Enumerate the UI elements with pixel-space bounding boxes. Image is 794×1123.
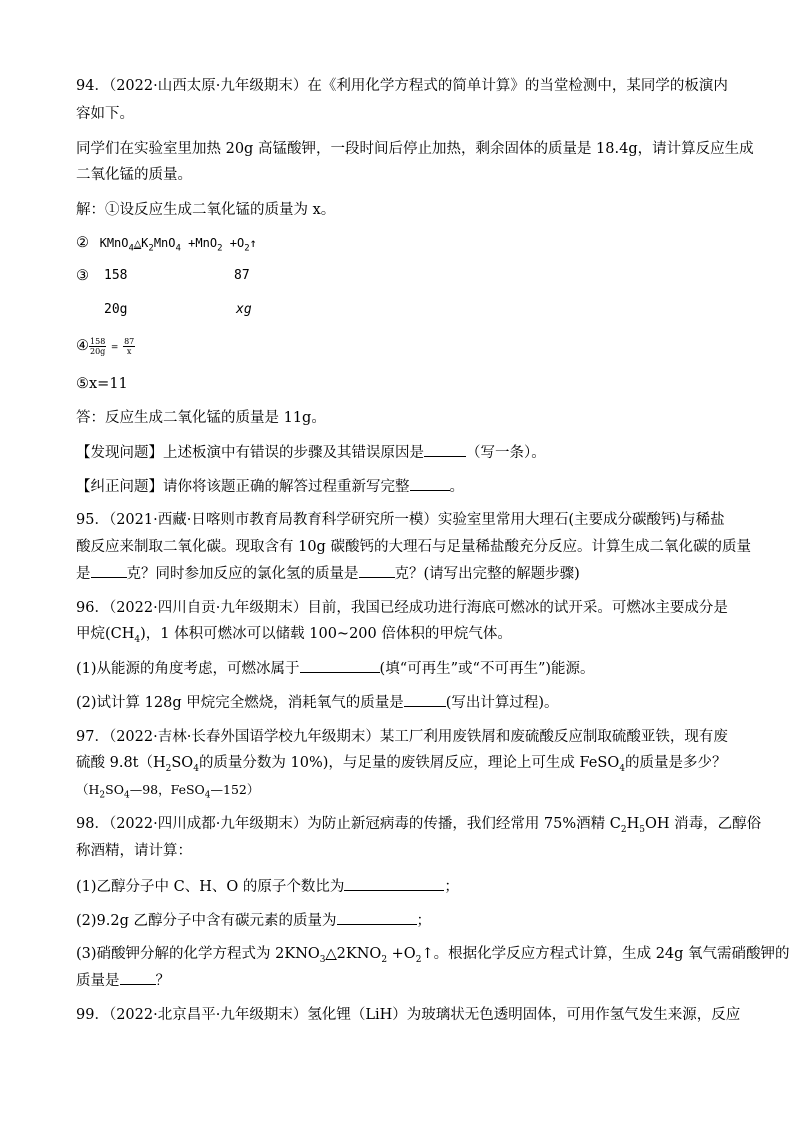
answer-blank[interactable]: [359, 563, 395, 578]
q95-stem-line2: 酸反应来制取二氧化碳。现取含有 10g 碳酸钙的大理石与足量稀盐酸充分反应。计算生成二氧化碳的质量: [76, 539, 751, 555]
q94-step3-number: ③: [76, 268, 89, 284]
q94-step5: ⑤x=11: [76, 376, 128, 392]
q94-equation: ② $KMnO_4\triangle K_2MnO_4 +MnO_2$ $+O_2↑$: [76, 235, 257, 254]
q98-stem-line2: 称酒精，请计算：: [76, 843, 192, 859]
q96-stem-line2: 甲烷$(CH_4)$，1 体积可燃冰可以储载 100~200 倍体积的甲烷气体。: [76, 626, 512, 645]
q97-stem-line1: 97．（2022·吉林·长春外国语学校九年级期末）某工厂利用废铁屑和废硫酸反应制取硫酸亚铁，现有废: [76, 729, 728, 745]
q94-molar-mass-kmno4: 158: [104, 268, 128, 283]
q94-find-problem: 【发现问题】上述板演中有错误的步骤及其错误原因是 （写一条）。: [76, 442, 546, 463]
q95-stem-line3: 是 克？同时参加反应的氯化氢的质量是 克？(请写出完整的解题步骤): [76, 563, 580, 584]
q94-stem-line2: 容如下。: [76, 106, 134, 122]
answer-blank[interactable]: [424, 442, 466, 457]
q98-stem-line1: 98．（2022·四川成都·九年级期末）为防止新冠病毒的传播，我们经常用 75%酒精 $C_2H_5OH$ 消毒，乙醇俗: [76, 816, 762, 835]
q98-part1: (1)乙醇分子中 C、H、O 的原子个数比为 ；: [76, 876, 459, 897]
answer-blank[interactable]: [120, 970, 156, 985]
q94-solution-step1: 解：①设反应生成二氧化锰的质量为 x。: [76, 202, 336, 218]
q94-stem-line3: 同学们在实验室里加热 20g 高锰酸钾，一段时间后停止加热，剩余固体的质量是 18.4g，请计算反应生成: [76, 141, 754, 157]
q94-molar-mass-mno2: 87: [234, 268, 250, 283]
fraction-left: $\frac{158}{20g}$: [90, 336, 106, 356]
q95-stem-line1: 95．（2021·西藏·日喀则市教育局教育科学研究所一模）实验室里常用大理石(主要成分碳酸钙)与稀盐: [76, 512, 725, 528]
fraction-right: $\frac{87}{x}$: [124, 336, 135, 356]
q98-part3-line2: 质量是 ？: [76, 970, 170, 991]
q99-stem-line1: 99．（2022·北京昌平·九年级期末）氢化锂（LiH）为玻璃状无色透明固体，可用作氢气发生来源，反应: [76, 1007, 741, 1023]
q94-stem-line1: 94．（2022·山西太原·九年级期末）在《利用化学方程式的简单计算》的当堂检测中，某同学的板演内: [76, 78, 728, 94]
q96-part2: (2)试计算 128g 甲烷完全燃烧，消耗氧气的质量是 (写出计算过程)。: [76, 692, 559, 713]
q94-stem-line4: 二氧化锰的质量。: [76, 167, 192, 183]
answer-blank[interactable]: [344, 876, 444, 891]
answer-blank[interactable]: [410, 476, 450, 491]
q97-stem-line3: （$H_2SO_4—98$，FeSO$_4$—152）: [76, 782, 260, 801]
answer-blank[interactable]: [337, 910, 417, 925]
q96-stem-line1: 96．（2022·四川自贡·九年级期末）目前，我国已经成功进行海底可燃冰的试开采。可燃冰主要成分是: [76, 600, 728, 616]
q94-fix-problem: 【纠正问题】请你将该题正确的解答过程重新写完整 。: [76, 476, 464, 497]
q98-part2: (2)9.2g 乙醇分子中含有碳元素的质量为 ；: [76, 910, 431, 931]
q96-part1: (1)从能源的角度考虑，可燃冰属于 (填“可再生”或“不可再生”)能源。: [76, 658, 595, 679]
step-number: ②: [76, 235, 89, 251]
q98-part3: (3)硝酸钾分解的化学方程式为 $2KNO_3\triangle 2KNO_2$ $+O_2↑$。根据化学反应方程式计算，生成 24g 氧气需硝酸钾的: [76, 946, 790, 965]
q94-proportion: ④ $\frac{158}{20g}$ = $\frac{87}{x}$: [76, 336, 135, 356]
q94-value-kmno4: 20g: [104, 302, 128, 317]
q94-value-mno2: xg: [236, 302, 252, 317]
answer-blank[interactable]: [300, 658, 380, 673]
q94-answer: 答：反应生成二氧化锰的质量是 11g。: [76, 410, 326, 426]
answer-blank[interactable]: [404, 692, 446, 707]
answer-blank[interactable]: [91, 563, 127, 578]
q97-stem-line2: 硫酸 $9.8t(H_2SO_4$的质量分数为 10%)，与足量的废铁屑反应，理论上可生成 FeSO$_4$的质量是多少？: [76, 755, 727, 774]
